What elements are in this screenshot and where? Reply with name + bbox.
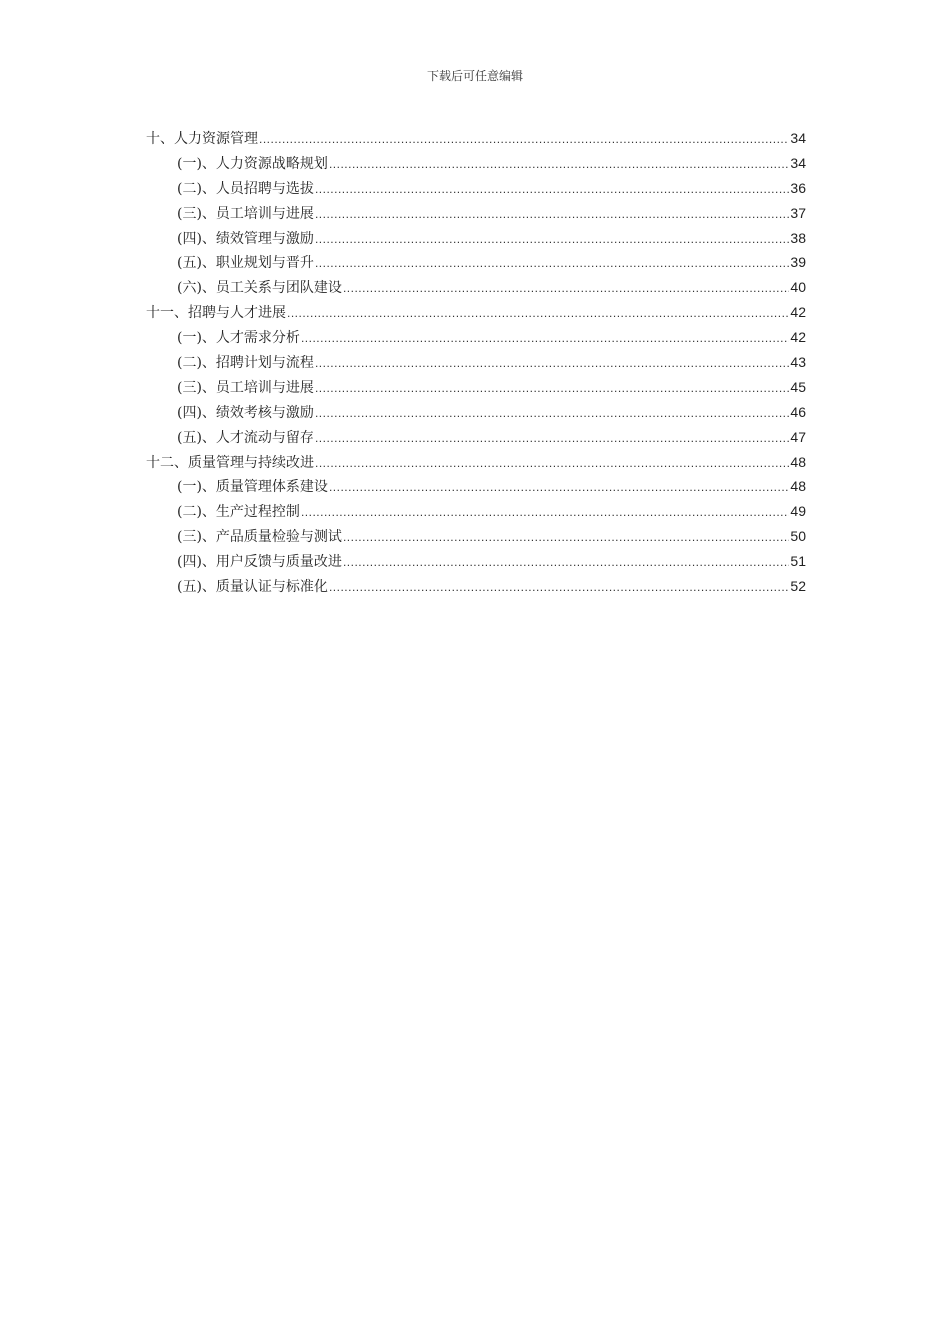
toc-page-number: 52	[790, 578, 806, 595]
toc-dot-leader	[301, 502, 789, 522]
toc-section-entry[interactable]	[146, 252, 806, 277]
toc-dot-leader	[315, 229, 789, 249]
toc-section-entry[interactable]	[146, 178, 806, 203]
toc-chapter-entry[interactable]	[146, 302, 806, 327]
toc-page-number: 49	[790, 503, 806, 520]
toc-page-number: 50	[790, 528, 806, 545]
toc-section-entry[interactable]	[146, 526, 806, 551]
toc-page-number: 34	[790, 154, 806, 171]
toc-page-number: 39	[790, 254, 806, 271]
toc-section-entry[interactable]	[146, 377, 806, 402]
toc-page-number: 34	[790, 130, 806, 146]
toc-page-number: 46	[790, 403, 806, 420]
toc-chapter-entry[interactable]	[146, 452, 806, 477]
toc-section-entry[interactable]	[146, 402, 806, 427]
toc-section-entry[interactable]	[146, 476, 806, 501]
toc-section-entry[interactable]	[146, 352, 806, 377]
toc-dot-leader	[315, 179, 789, 199]
toc-dot-leader	[315, 378, 789, 398]
table-of-contents	[146, 128, 806, 601]
toc-dot-leader	[315, 453, 789, 473]
toc-page-number: 43	[790, 354, 806, 371]
toc-page-number: 37	[790, 204, 806, 221]
toc-section-entry[interactable]	[146, 277, 806, 302]
toc-dot-leader	[315, 403, 789, 423]
toc-section-entry[interactable]	[146, 153, 806, 178]
toc-entry-label: (五)、质量认证与标准化	[177, 579, 328, 596]
toc-dot-leader	[329, 154, 789, 174]
toc-entry-label: 十一、招聘与人才进展	[146, 305, 286, 322]
toc-dot-leader	[329, 577, 789, 597]
toc-page-number: 40	[790, 279, 806, 296]
toc-dot-leader	[315, 253, 789, 273]
toc-dot-leader	[343, 527, 789, 547]
toc-dot-leader	[259, 129, 789, 149]
toc-page-number: 42	[790, 329, 806, 346]
toc-entry-label: (六)、员工关系与团队建设	[177, 280, 342, 297]
toc-entry-label: (一)、人才需求分析	[177, 330, 300, 347]
toc-entry-label: 十二、质量管理与持续改进	[146, 454, 314, 471]
toc-section-entry[interactable]	[146, 327, 806, 352]
toc-chapter-entry[interactable]	[146, 128, 806, 153]
toc-section-entry[interactable]	[146, 427, 806, 452]
toc-dot-leader	[301, 328, 789, 348]
toc-entry-label: (四)、用户反馈与质量改进	[177, 554, 342, 571]
toc-entry-label: (三)、员工培训与进展	[177, 205, 314, 222]
toc-section-entry[interactable]	[146, 576, 806, 601]
toc-entry-label: (三)、员工培训与进展	[177, 379, 314, 396]
toc-page-number: 51	[790, 553, 806, 570]
toc-dot-leader	[329, 477, 789, 497]
toc-entry-label: (二)、人员招聘与选拔	[177, 180, 314, 197]
toc-page-number: 36	[790, 179, 806, 196]
toc-entry-label: (四)、绩效考核与激励	[177, 404, 314, 421]
toc-dot-leader	[287, 303, 789, 323]
toc-section-entry[interactable]	[146, 551, 806, 576]
toc-page-number: 42	[790, 304, 806, 321]
toc-page-number: 45	[790, 378, 806, 395]
toc-entry-label: (三)、产品质量检验与测试	[177, 529, 342, 546]
toc-page-number: 38	[790, 229, 806, 246]
toc-section-entry[interactable]	[146, 228, 806, 253]
toc-section-entry[interactable]	[146, 501, 806, 526]
toc-dot-leader	[315, 428, 789, 448]
toc-entry-label: (一)、人力资源战略规划	[177, 155, 328, 172]
toc-entry-label: (五)、职业规划与晋升	[177, 255, 314, 272]
toc-dot-leader	[343, 278, 789, 298]
toc-entry-label: (二)、生产过程控制	[177, 504, 300, 521]
toc-dot-leader	[315, 353, 789, 373]
toc-entry-label: (二)、招聘计划与流程	[177, 355, 314, 372]
toc-page-number: 48	[790, 478, 806, 495]
toc-entry-label: 十、人力资源管理	[146, 131, 258, 147]
toc-dot-leader	[315, 204, 789, 224]
toc-entry-label: (五)、人才流动与留存	[177, 429, 314, 446]
toc-entry-label: (一)、质量管理体系建设	[177, 479, 328, 496]
toc-page-number: 47	[790, 428, 806, 445]
toc-section-entry[interactable]	[146, 203, 806, 228]
toc-dot-leader	[343, 552, 789, 572]
toc-page-number: 48	[790, 453, 806, 470]
toc-entry-label: (四)、绩效管理与激励	[177, 230, 314, 247]
page-header: 下载后可任意编辑	[426, 69, 523, 83]
